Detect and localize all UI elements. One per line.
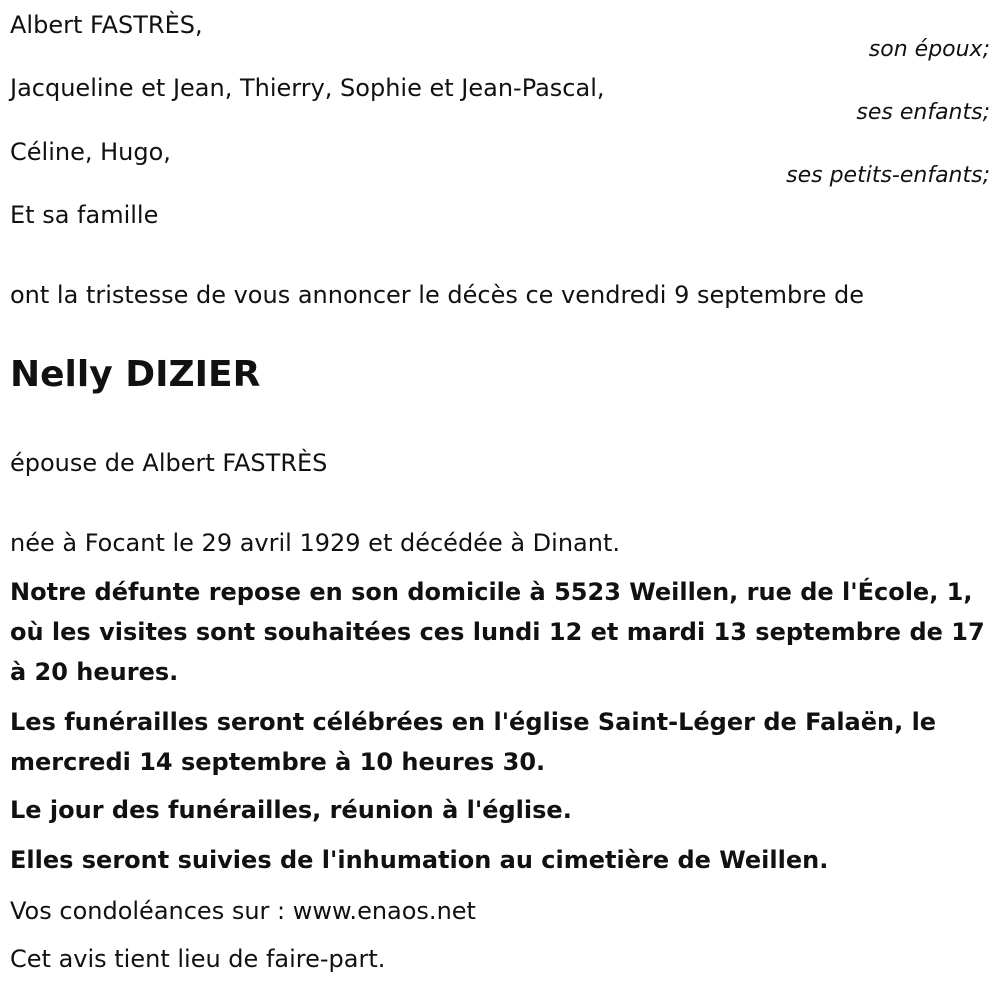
inhumation-paragraph: Elles seront suivies de l'inhumation au cimetière de Weillen. xyxy=(10,846,829,874)
deceased-name: Nelly DIZIER xyxy=(10,354,261,395)
reunion-paragraph: Le jour des funérailles, réunion à l'église. xyxy=(10,796,572,824)
condoleances-text: Vos condoléances sur : www.enaos.net xyxy=(10,897,476,925)
deceased-birth-death: née à Focant le 29 avril 1929 et décédée à Dinant. xyxy=(10,529,620,557)
deceased-spouse: épouse de Albert FASTRÈS xyxy=(10,449,328,477)
family-name-spouse: Albert FASTRÈS, xyxy=(10,11,203,39)
family-name-grandchildren: Céline, Hugo, xyxy=(10,138,171,166)
repose-paragraph: Notre défunte repose en son domicile à 5523 Weillen, rue de l'École, 1, où les visites sont souhaitées ces lundi 12 et mardi 13 septembre de 17 à 20 heures. xyxy=(10,578,985,686)
family-name-children: Jacqueline et Jean, Thierry, Sophie et Jean-Pascal, xyxy=(10,74,605,102)
family-role-spouse: son époux; xyxy=(868,37,990,62)
announcement-text: ont la tristesse de vous annoncer le décès ce vendredi 9 septembre de xyxy=(10,281,865,309)
family-role-grandchildren: ses petits-enfants; xyxy=(786,163,990,188)
funerailles-paragraph: Les funérailles seront célébrées en l'église Saint-Léger de Falaën, le mercredi 14 septembre à 10 heures 30. xyxy=(10,708,937,776)
family-name-others: Et sa famille xyxy=(10,201,159,229)
family-role-children: ses enfants; xyxy=(856,100,990,125)
faire-part-text: Cet avis tient lieu de faire-part. xyxy=(10,945,386,973)
